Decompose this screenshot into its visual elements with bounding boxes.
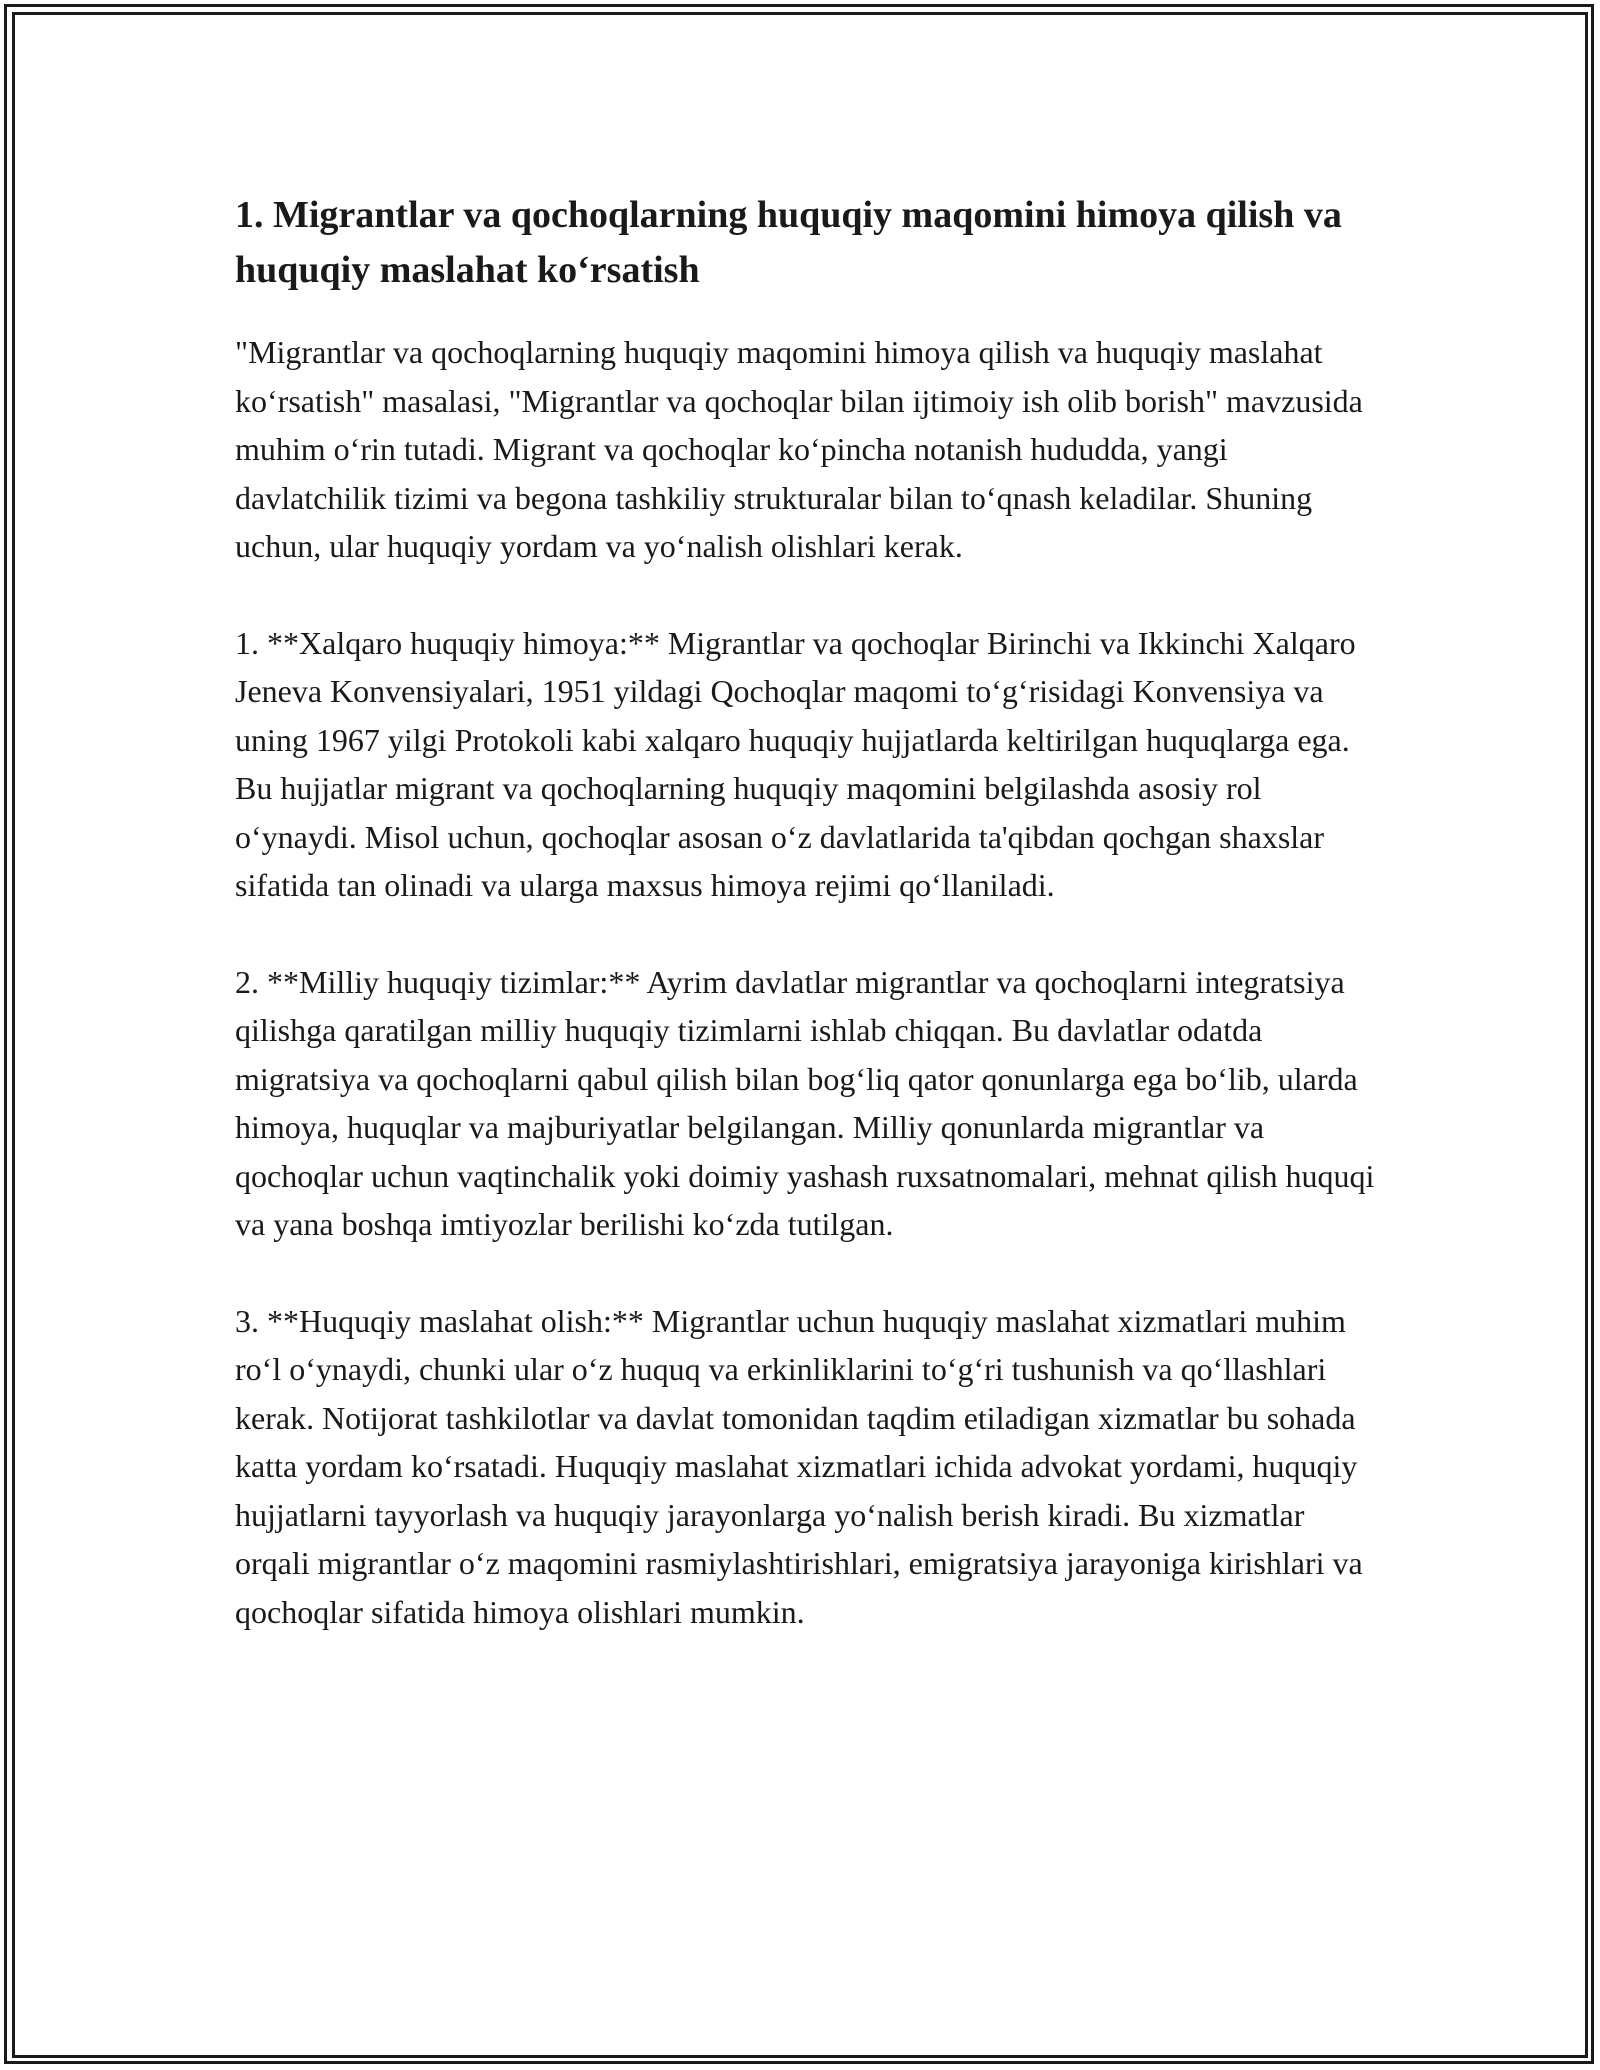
paragraph-international-protection: 1. **Xalqaro huquqiy himoya:** Migrantlar va qochoqlar Birinchi va Ikkinchi Xalqaro Jeneva Konvensiyalari, 1951 yildagi Qochoqlar maqomi to‘g‘risidagi Konvensiya va uning 1967 yilgi Protokoli kabi xalqaro huquqiy hujjatlarda keltirilgan huquqlarga ega. Bu hujjatlar migrant va qochoqlarning huquqiy maqomini belgilashda asosiy rol o‘ynaydi. Misol uchun, qochoqlar asosan o‘z davlatlarida ta'qibdan qochgan shaxslar sifatida tan olinadi va ularga maxsus himoya rejimi qo‘llaniladi. [235,624,1356,903]
intro-paragraph: "Migrantlar va qochoqlarning huquqiy maqomini himoya qilish va huquqiy maslahat ko‘rsatish" masalasi, "Migrantlar va qochoqlar bilan ijtimoiy ish olib borish" mavzusida muhim o‘rin tutadi. Migrant va qochoqlar ko‘pincha notanish hududda, yangi davlatchilik tizimi va begona tashkiliy strukturalar bilan to‘qnash keladilar. Shuning uchun, ular huquqiy yordam va yo‘nalish olishlari kerak. [235,334,1363,564]
document-body [235,188,1375,1684]
paragraph-legal-advice: 3. **Huquqiy maslahat olish:** Migrantlar uchun huquqiy maslahat xizmatlari muhim ro‘l o‘ynaydi, chunki ular o‘z huquq va erkinliklarini to‘g‘ri tushunish va qo‘llashlari kerak. Notijorat tashkilotlar va davlat tomonidan taqdim etiladigan xizmatlar bu sohada katta yordam ko‘rsatadi. Huquqiy maslahat xizmatlari ichida advokat yordami, huquqiy hujjatlarni tayyorlash va huquqiy jarayonlarga yo‘nalish berish kiradi. Bu xizmatlar orqali migrantlar o‘z maqomini rasmiylashtirishlari, emigratsiya jarayoniga kirishlari va qochoqlar sifatida himoya olishlari mumkin. [235,1302,1363,1630]
section-title: 1. Migrantlar va qochoqlarning huquqiy maqomini himoya qilish va huquqiy maslahat ko‘rsatish [235,194,1342,291]
paragraph-national-systems: 2. **Milliy huquqiy tizimlar:** Ayrim davlatlar migrantlar va qochoqlarni integratsiya qilishga qaratilgan milliy huquqiy tizimlarni ishlab chiqqan. Bu davlatlar odatda migratsiya va qochoqlarni qabul qilish bilan bog‘liq qator qonunlarga ega bo‘lib, ularda himoya, huquqlar va majburiyatlar belgilangan. Milliy qonunlarda migrantlar va qochoqlar uchun vaqtinchalik yoki doimiy yashash ruxsatnomalari, mehnat qilish huquqi va yana boshqa imtiyozlar berilishi ko‘zda tutilgan. [235,963,1375,1242]
